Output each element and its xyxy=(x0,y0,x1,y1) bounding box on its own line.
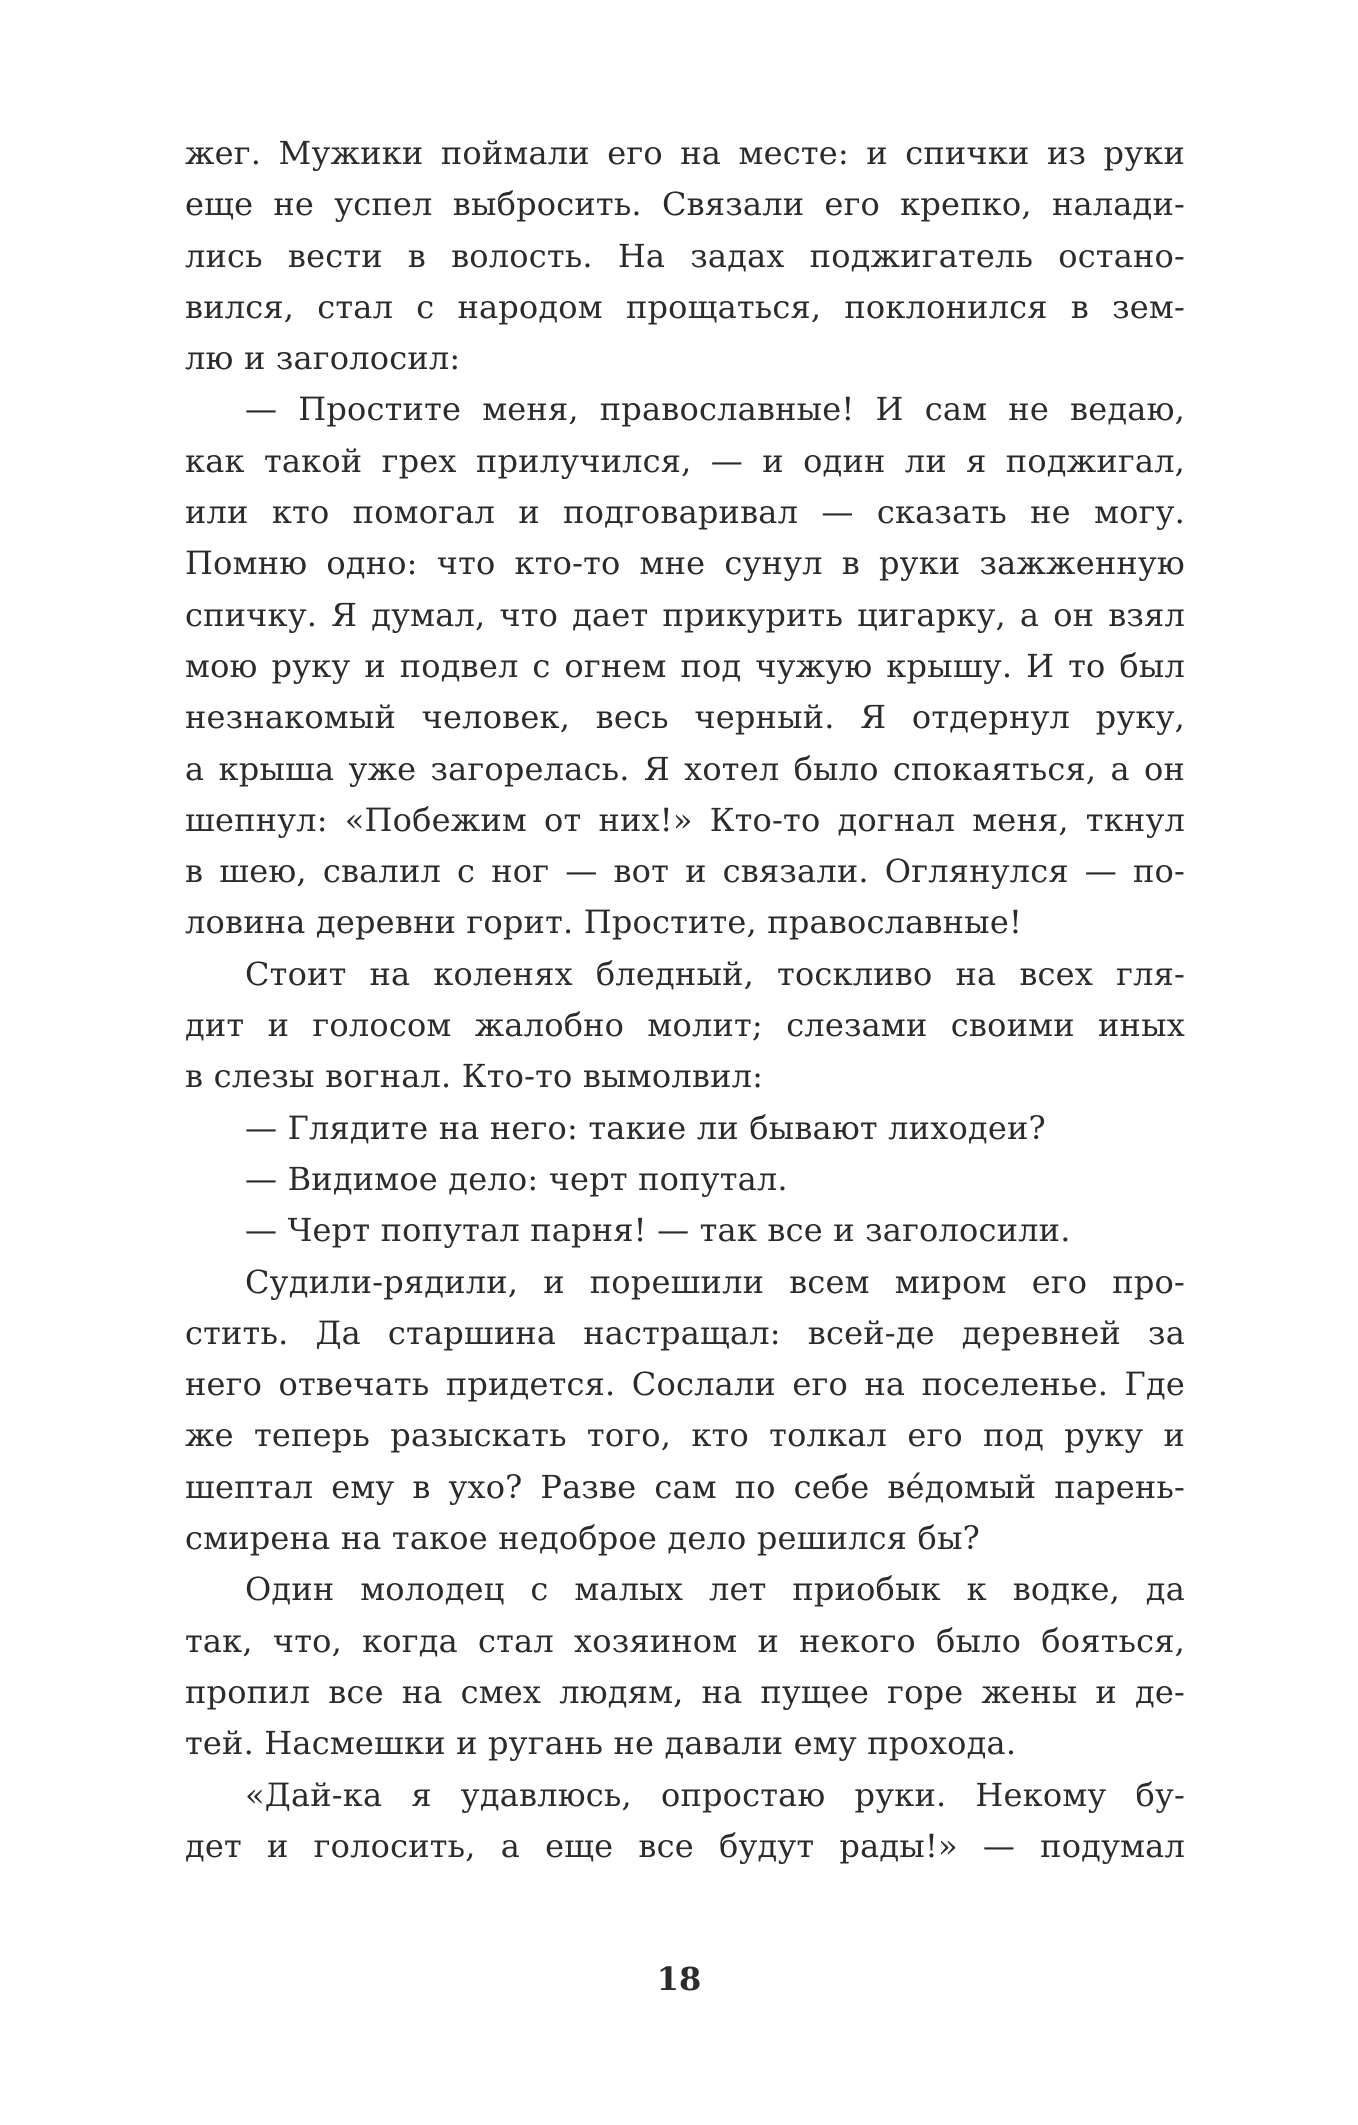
text-line: лись вести в волость. На задах поджигатель остано- xyxy=(185,236,1185,275)
text-line: пропил все на смех людям, на пущее горе жены и де- xyxy=(185,1672,1185,1711)
text-line: — Простите меня, православные! И сам не ведаю, xyxy=(245,390,1185,429)
text-line: в шею, свалил с ног — вот и связали. Оглянулся — по- xyxy=(185,852,1185,891)
text-line: Судили-рядили, и порешили всем миром его про- xyxy=(245,1262,1185,1301)
text-line: еще не успел выбросить. Связали его крепко, налади- xyxy=(185,185,1185,224)
text-line: Стоит на коленях бледный, тоскливо на всех гля- xyxy=(245,954,1185,993)
text-line: — Глядите на него: такие ли бывают лиходеи? xyxy=(245,1108,1046,1147)
text-line: же теперь разыскать того, кто толкал его под руку и xyxy=(185,1416,1185,1455)
text-line: смирена на такое недоброе дело решился бы? xyxy=(185,1519,981,1558)
text-line: дит и голосом жалобно молит; слезами своими иных xyxy=(185,1006,1185,1045)
text-line: в слезы вогнал. Кто-то вымолвил: xyxy=(185,1057,764,1096)
text-line: незнакомый человек, весь черный. Я отдернул руку, xyxy=(185,698,1185,737)
text-line: «Дай-ка я удавлюсь, опростаю руки. Некому бу- xyxy=(245,1775,1185,1814)
page-number: 18 xyxy=(656,1960,702,1998)
text-line: или кто помогал и подговаривал — сказать не могу. xyxy=(185,493,1185,532)
text-line: шепнул: «Побежим от них!» Кто-то догнал меня, ткнул xyxy=(185,800,1185,839)
text-line: шептал ему в ухо? Разве сам по себе вéдомый парень- xyxy=(185,1467,1185,1506)
text-line: а крыша уже загорелась. Я хотел было спокаяться, а он xyxy=(185,749,1185,788)
text-line: жег. Мужики поймали его на месте: и спички из руки xyxy=(185,134,1185,172)
text-line: тей. Насмешки и ругань не давали ему прохода. xyxy=(185,1724,1017,1763)
text-line: ловина деревни горит. Простите, православные! xyxy=(185,903,1023,942)
text-line: стить. Да старшина настращал: всей-де деревней за xyxy=(185,1313,1185,1352)
body-text xyxy=(185,128,1185,1872)
text-line: так, что, когда стал хозяином и некого было бояться, xyxy=(185,1621,1185,1660)
text-line: вился, стал с народом прощаться, поклонился в зем- xyxy=(185,287,1185,326)
text-line: мою руку и подвел с огнем под чужую крышу. И то был xyxy=(185,646,1185,685)
text-line: как такой грех прилучился, — и один ли я поджигал, xyxy=(185,441,1185,480)
text-line: спичку. Я думал, что дает прикурить цигарку, а он взял xyxy=(185,595,1185,634)
text-line: лю и заголосил: xyxy=(185,339,461,378)
text-line: дет и голосить, а еще все будут рады!» — подумал xyxy=(185,1826,1185,1865)
text-line: него отвечать придется. Сослали его на поселенье. Где xyxy=(185,1365,1185,1404)
text-line: — Черт попутал парня! — так все и заголосили. xyxy=(245,1211,1071,1250)
text-line: Один молодец с малых лет приобык к водке, да xyxy=(245,1570,1185,1609)
text-line: — Видимое дело: черт попутал. xyxy=(245,1159,788,1198)
text-line: Помню одно: что кто-то мне сунул в руки зажженную xyxy=(185,544,1185,583)
